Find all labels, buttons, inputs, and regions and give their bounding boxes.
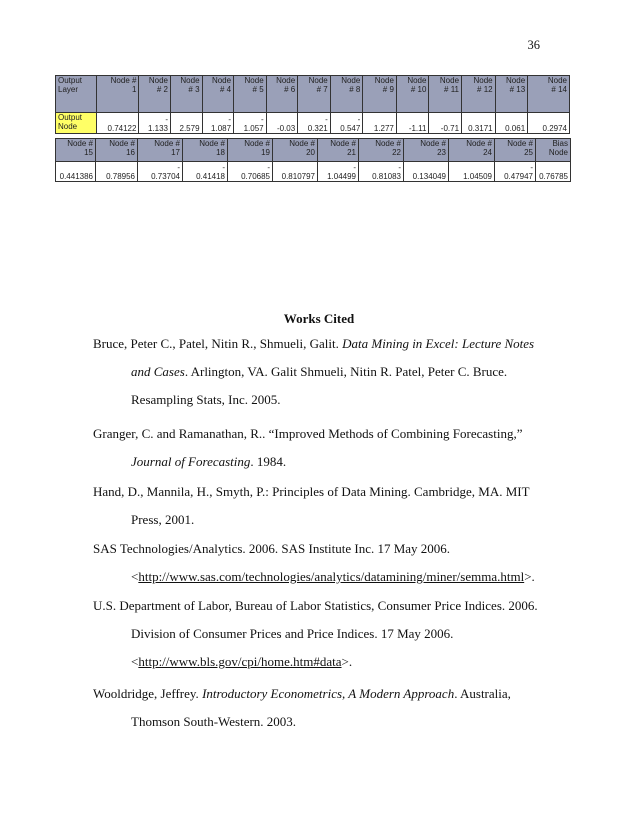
hidden-node-weights-table — [55, 138, 571, 182]
row-label-cell: Output Node — [56, 113, 97, 134]
value-cell: - 0.81083 — [359, 162, 404, 182]
value-cell: - 1.04499 — [318, 162, 359, 182]
bls-url-link[interactable]: http://www.bls.gov/cpi/home.htm#data — [138, 654, 342, 669]
header-cell: Node # 5 — [234, 76, 267, 113]
header-cell: Node # 9 — [363, 76, 397, 113]
header-cell: Node # 23 — [404, 139, 449, 162]
header-cell: Node # 7 — [298, 76, 331, 113]
value-cell: - 1.133 — [139, 113, 171, 134]
header-cell: Node # 1 — [96, 76, 139, 113]
header-cell: Node # 24 — [449, 139, 495, 162]
header-cell: Node # 11 — [429, 76, 462, 113]
header-cell: Node # 3 — [170, 76, 202, 113]
header-cell: Node # 8 — [330, 76, 363, 113]
citation-line: Journal of Forecasting. 1984. — [131, 454, 287, 469]
value-cell: 0.76785 — [536, 162, 571, 182]
citation-line: SAS Technologies/Analytics. 2006. SAS Institute Inc. 17 May 2006. — [93, 541, 451, 556]
works-cited-title: Works Cited — [283, 311, 355, 326]
header-cell: Node # 17 — [138, 139, 183, 162]
citation-entry — [93, 330, 543, 414]
value-cell: 0.2974 — [528, 113, 570, 134]
header-cell: Node # 25 — [495, 139, 536, 162]
header-cell: Node # 21 — [318, 139, 359, 162]
value-cell: - 1.057 — [234, 113, 267, 134]
value-cell: 0.3171 — [462, 113, 496, 134]
citation-line: and Cases. Arlington, VA. Galit Shmueli, Nitin R. Patel, Peter C. Bruce. — [131, 364, 508, 379]
table-row — [56, 162, 571, 182]
value-cell: - 0.73704 — [138, 162, 183, 182]
value-cell: - 1.087 — [202, 113, 234, 134]
table-row — [56, 113, 570, 134]
citation-entry — [93, 420, 543, 476]
value-cell: 0.061 — [495, 113, 528, 134]
citation-line: <http://www.bls.gov/cpi/home.htm#data>. — [131, 654, 353, 669]
citation-entry — [93, 592, 543, 676]
header-cell: Node # 14 — [528, 76, 570, 113]
citation-line: Thomson South-Western. 2003. — [131, 714, 297, 729]
header-cell: Node # 6 — [266, 76, 298, 113]
citation-line: Granger, C. and Ramanathan, R.. “Improved Methods of Combining Forecasting,” — [93, 426, 523, 441]
citation-line: Bruce, Peter C., Patel, Nitin R., Shmueli, Galit. Data Mining in Excel: Lecture Notes — [93, 336, 535, 351]
header-cell: Node # 19 — [228, 139, 273, 162]
citation-line: Press, 2001. — [131, 512, 195, 527]
header-cell: Node # 2 — [139, 76, 171, 113]
value-cell: - 0.41418 — [183, 162, 228, 182]
value-cell: 0.74122 — [96, 113, 139, 134]
value-cell: 0.441386 — [56, 162, 96, 182]
header-cell: Bias Node — [536, 139, 571, 162]
value-cell: 0.134049 — [404, 162, 449, 182]
header-cell: Node # 10 — [396, 76, 429, 113]
header-cell: Node # 20 — [273, 139, 318, 162]
sas-url-link[interactable]: http://www.sas.com/technologies/analytics/datamining/miner/semma.html — [138, 569, 525, 584]
value-cell: 0.810797 — [273, 162, 318, 182]
page-number: 36 — [527, 38, 540, 52]
citation-entry — [93, 680, 543, 736]
citation-entry — [93, 478, 543, 534]
value-cell: - 0.47947 — [495, 162, 536, 182]
value-cell: -0.03 — [266, 113, 298, 134]
citation-line: U.S. Department of Labor, Bureau of Labor Statistics, Consumer Price Indices. 2006. — [93, 598, 538, 613]
header-cell: Node # 12 — [462, 76, 496, 113]
header-cell: Node # 18 — [183, 139, 228, 162]
citation-line: Division of Consumer Prices and Price Indices. 17 May 2006. — [131, 626, 454, 641]
value-cell: -0.71 — [429, 113, 462, 134]
value-cell: -1.11 — [396, 113, 429, 134]
header-cell: Node # 13 — [495, 76, 528, 113]
value-cell: - 0.547 — [330, 113, 363, 134]
table-header-row — [56, 76, 570, 113]
header-cell: Node # 22 — [359, 139, 404, 162]
header-cell: Node # 15 — [56, 139, 96, 162]
value-cell: 1.04509 — [449, 162, 495, 182]
citation-line: Resampling Stats, Inc. 2005. — [131, 392, 281, 407]
header-cell: Node # 4 — [202, 76, 234, 113]
header-cell: Output Layer — [56, 76, 97, 113]
table-header-row — [56, 139, 571, 162]
value-cell: - 0.70685 — [228, 162, 273, 182]
value-cell: 2.579 — [170, 113, 202, 134]
value-cell: 1.277 — [363, 113, 397, 134]
citation-line: Hand, D., Mannila, H., Smyth, P.: Principles of Data Mining. Cambridge, MA. MIT — [93, 484, 530, 499]
citation-line: <http://www.sas.com/technologies/analytics/datamining/miner/semma.html>. — [131, 569, 535, 584]
citation-entry — [93, 535, 543, 591]
header-cell: Node # 16 — [96, 139, 138, 162]
output-layer-weights-table — [55, 75, 570, 134]
value-cell: - 0.321 — [298, 113, 331, 134]
citation-line: Wooldridge, Jeffrey. Introductory Econometrics, A Modern Approach. Australia, — [93, 686, 511, 701]
value-cell: 0.78956 — [96, 162, 138, 182]
